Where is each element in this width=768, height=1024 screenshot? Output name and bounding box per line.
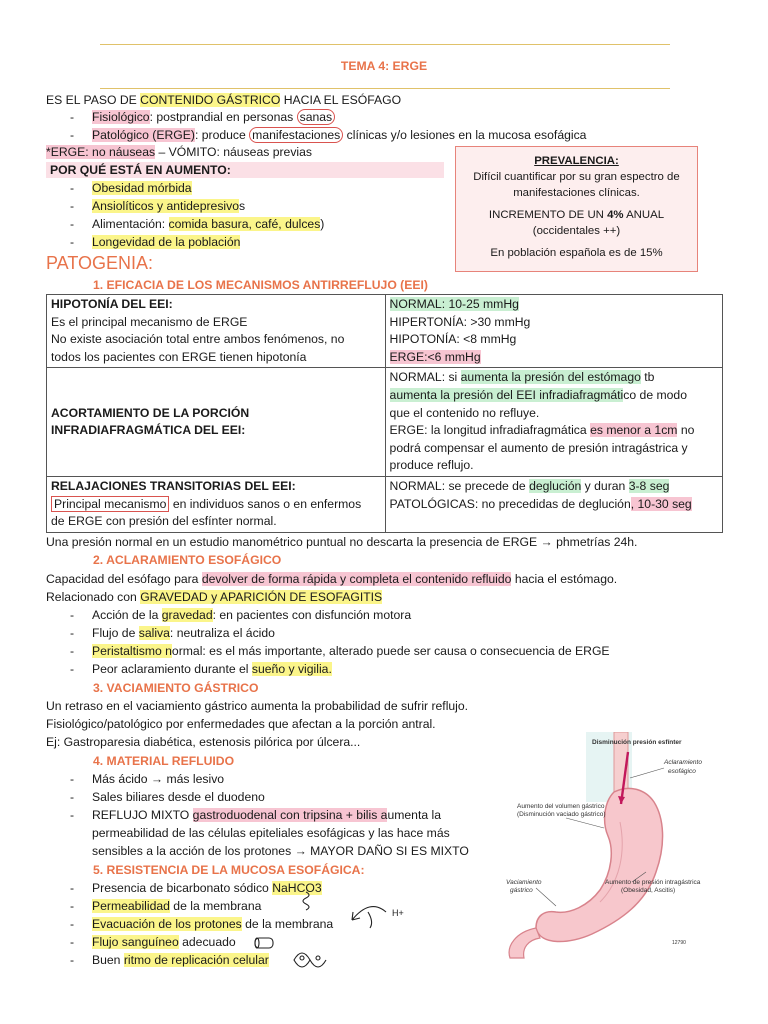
table-cell: NORMAL: 10-25 mmHg HIPERTONÍA: >30 mmHg HIPOTONÍA: <8 mmHg ERGE:<6 mmHg: [385, 295, 722, 368]
figure-label: Aumento del volumen gástrico: [517, 803, 605, 810]
section-heading: 3. VACIAMIENTO GÁSTRICO: [93, 681, 259, 695]
wavy-line-doodle: [303, 892, 309, 910]
aclaramiento-item: Acción de la gravedad: en pacientes con disfunción motora: [92, 608, 412, 622]
vaciamiento-line: Ej: Gastroparesia diabética, estenosis pilórica por úlcera...: [46, 735, 361, 749]
table-cell: HIPOTONÍA DEL EEI: Es el principal mecanismo de ERGE No existe asociación total entre ambos fenómenos, no todos los pacientes con ERGE tienen hipotonía: [47, 295, 386, 368]
figure-label: (Disminución vaciado gástrico): [517, 811, 606, 818]
prevalencia-line: (occidentales ++): [532, 225, 621, 237]
material-item-cont: permeabilidad de las células epiteliales esofágicas y las hace más: [92, 826, 450, 840]
after-table-note: Una presión normal en un estudio manométrico puntual no descarta la presencia de ERGE → phmetrías 24h.: [46, 535, 638, 549]
hplus-label: H+: [392, 908, 404, 918]
cell-doodle: [294, 953, 326, 967]
bullet: -: [70, 217, 75, 231]
erge-nauseas-line: *ERGE: no náuseas – VÓMITO: náuseas previas: [46, 145, 313, 159]
figure-label: Aumento de presión intragástrica: [605, 879, 701, 886]
section-heading: 1. EFICACIA DE LOS MECANISMOS ANTIRREFLUJO (EEI): [93, 278, 428, 292]
bullet: -: [70, 808, 75, 822]
mucosa-item: Evacuación de los protones de la membrana: [92, 917, 334, 931]
aclaramiento-item: Flujo de saliva: neutraliza el ácido: [92, 626, 275, 640]
mucosa-item: Buen ritmo de replicación celular: [92, 953, 269, 967]
figure-label: 12790: [672, 940, 686, 946]
prevalencia-line: En población española es de 15%: [490, 247, 663, 259]
figure-label: esofágico: [668, 768, 696, 775]
vaciamiento-line: Fisiológico/patológico por enfermedades que afectan a la porción antral.: [46, 717, 436, 731]
table-cell: RELAJACIONES TRANSITORIAS DEL EEI: Principal mecanismo en individuos sanos o en enfermos de ERGE con presión del esfínter normal.: [47, 476, 386, 532]
page-title: TEMA 4: ERGE: [340, 59, 428, 73]
bullet: -: [70, 644, 75, 658]
patogenia-title: PATOGENIA:: [46, 253, 154, 273]
bullet: -: [70, 790, 75, 804]
bullet: -: [70, 199, 75, 213]
bullet: -: [70, 953, 75, 967]
mucosa-item: Presencia de bicarbonato sódico NaHCO3: [92, 881, 322, 895]
prevalencia-title: PREVALENCIA:: [534, 155, 619, 167]
bullet: -: [70, 110, 75, 124]
bullet: -: [70, 128, 75, 142]
figure-label: Disminución presión esfínter: [592, 739, 682, 746]
figure-label: Aclaramiento: [664, 759, 702, 766]
patologico-line: Patológico (ERGE): produce manifestaciones clínicas y/o lesiones en la mucosa esofágica: [92, 128, 587, 142]
bullet: -: [70, 235, 75, 249]
bullet: -: [70, 772, 75, 786]
figure-label: Vaciamiento: [506, 879, 542, 886]
material-item: Más ácido → más lesivo: [92, 772, 225, 786]
vaciamiento-line: Un retraso en el vaciamiento gástrico aumenta la probabilidad de sufrir reflujo.: [46, 699, 469, 713]
bullet: -: [70, 662, 75, 676]
bullet: -: [70, 626, 75, 640]
aclaramiento-item: Peristaltismo normal: es el más importante, alterado puede ser causa o consecuencia de ERGE: [92, 644, 610, 658]
aumento-heading: POR QUÉ ESTÁ EN AUMENTO:: [46, 162, 444, 178]
bullet: -: [70, 608, 75, 622]
bullet: -: [70, 899, 75, 913]
aumento-item: Longevidad de la población: [92, 235, 241, 249]
duodenum-shape: [509, 928, 540, 958]
bullet: -: [70, 881, 75, 895]
intro-line: ES EL PASO DE CONTENIDO GÁSTRICO HACIA EL ESÓFAGO: [46, 93, 402, 107]
aclaramiento-item: Peor aclaramiento durante el sueño y vigilia.: [92, 662, 332, 676]
aumento-item: Obesidad mórbida: [92, 181, 192, 195]
prevalencia-line: manifestaciones clínicas.: [513, 187, 640, 199]
material-item: Sales biliares desde el duodeno: [92, 790, 265, 804]
mucosa-item: Permeabilidad de la membrana: [92, 899, 262, 913]
material-item: REFLUJO MIXTO gastroduodenal con tripsina + bilis aumenta la: [92, 808, 441, 822]
section-heading: 5. RESISTENCIA DE LA MUCOSA ESOFÁGICA:: [93, 863, 365, 877]
material-item-cont: sensibles a la acción de los protones → MAYOR DAÑO SI ES MIXTO: [92, 844, 469, 858]
figure-label: (Obesidad, Ascitis): [621, 887, 676, 894]
bullet: -: [70, 935, 75, 949]
table-cell: NORMAL: se precede de deglución y duran 3-8 seg PATOLÓGICAS: no precedidas de deglución, 10-30 seg: [385, 476, 722, 532]
prevalencia-line: Difícil cuantificar por su gran espectro de: [473, 171, 680, 183]
vessel-doodle: [255, 938, 273, 948]
fisiologico-line: Fisiológico: postprandial en personas sanas: [92, 109, 335, 125]
aclaramiento-line: Relacionado con GRAVEDAD y APARICIÓN DE ESOFAGITIS: [46, 590, 383, 604]
bullet: -: [70, 917, 75, 931]
aumento-item: Alimentación: comida basura, café, dulces): [92, 217, 325, 231]
aumento-item: Ansiolíticos y antidepresivos: [92, 199, 246, 213]
section-heading: 4. MATERIAL REFLUIDO: [93, 754, 235, 768]
aclaramiento-line: Capacidad del esófago para devolver de forma rápida y completa el contenido refluido hacia el estómago.: [46, 572, 618, 586]
prevalencia-increment: INCREMENTO DE UN 4% ANUAL: [488, 209, 665, 221]
figure-label: gástrico: [510, 887, 533, 894]
stomach-figure: [496, 732, 718, 962]
table-cell: NORMAL: si aumenta la presión del estómago tb aumenta la presión del EEI infradiafragmático de modo que el contenido no refluye. ERGE: la longitud infradiafragmática es menor a 1cm no podrá compensar el aumento de presión intragástrica y produce reflujo.: [385, 368, 722, 477]
mucosa-item: Flujo sanguíneo adecuado: [92, 935, 236, 949]
table-cell: ACORTAMIENTO DE LA PORCIÓN INFRADIAFRAGMÁTICA DEL EEI:: [47, 368, 386, 477]
section-heading: 2. ACLARAMIENTO ESOFÁGICO: [93, 553, 282, 567]
bullet: -: [70, 181, 75, 195]
